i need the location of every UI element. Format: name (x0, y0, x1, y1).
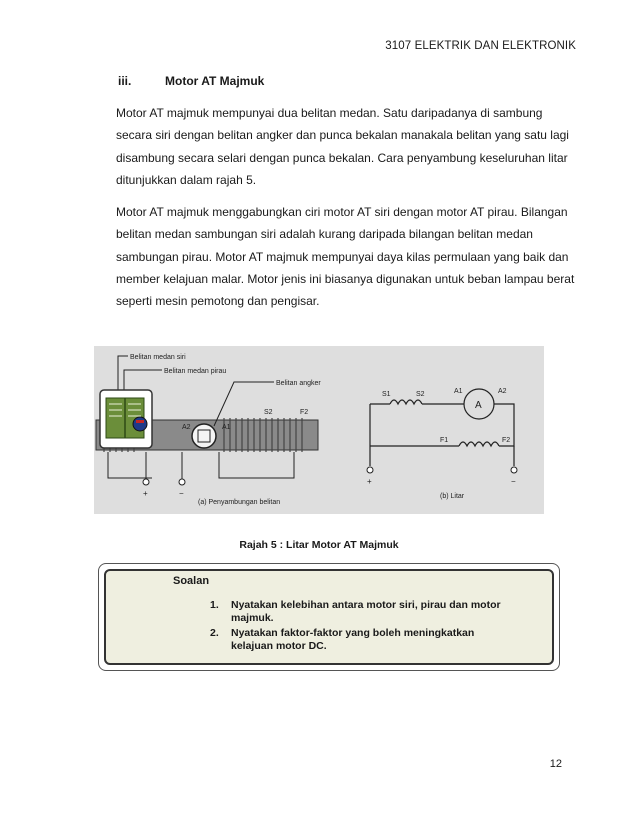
section-title-text: Motor AT Majmuk (165, 74, 265, 88)
section-number: iii. (118, 74, 132, 88)
question-item (210, 599, 510, 625)
paragraph-2: Motor AT majmuk menggabungkan ciri motor AT siri dengan motor AT pirau. Bilangan belitan medan sambungan siri adalah kurang daripada bilangan belitan medan sambungan pirau. Motor AT majmuk mempunyai daya kilas permulaan yang baik dan member kelajuan malar. Motor jenis ini biasanya digunakan untuk beban lampau berat seperti mesin pemotong dan pengisar. (116, 205, 575, 309)
compound-motor-figure (94, 346, 544, 514)
question-title: Soalan (173, 575, 210, 587)
label-s2: S2 (416, 391, 425, 398)
paragraph-1: Motor AT majmuk mempunyai dua belitan medan. Satu daripadanya di sambung secara siri dengan belitan angker dan punca bekalan manakala belitan yang satu lagi disambung secara selari dengan punca bekalan. Cara penyambung keseluruhan litar ditunjukkan dalam rajah 5. (116, 106, 569, 187)
armature-symbol (192, 424, 216, 448)
label-f1: F1 (440, 437, 449, 444)
compound-motor-diagram (94, 346, 544, 514)
question-text: Nyatakan kelebihan antara motor siri, pirau dan motor majmuk. (231, 599, 501, 624)
label-a1-left: A1 (222, 424, 231, 431)
label-a2: A2 (498, 388, 507, 395)
question-text: Nyatakan faktor-faktor yang boleh meningkatkan kelajuan motor DC. (231, 627, 475, 652)
label-series-field: Belitan medan siri (130, 354, 186, 361)
terminal-positive-b (367, 467, 373, 473)
label-motor-a: A (475, 400, 482, 411)
terminal-negative-b (511, 467, 517, 473)
label-s1: S1 (382, 391, 391, 398)
book-icon (100, 390, 152, 448)
circuit-wires (370, 389, 514, 466)
question-number: 2. (210, 627, 219, 639)
terminal-positive-a (143, 479, 149, 485)
question-number: 1. (210, 599, 219, 611)
section-heading (118, 74, 264, 88)
caption-b: (b) Litar (440, 493, 465, 500)
page-number: 12 (549, 758, 562, 770)
label-minus-b: − (511, 477, 516, 486)
label-f2: F2 (502, 437, 511, 444)
label-a1: A1 (454, 388, 463, 395)
label-armature: Belitan angker (276, 380, 321, 387)
label-minus-a: − (179, 489, 184, 498)
label-s2-left: S2 (264, 409, 273, 416)
label-plus-a: + (143, 489, 148, 498)
label-f2-left: F2 (300, 409, 309, 416)
page-header: 3107 ELEKTRIK DAN ELEKTRONIK (385, 40, 576, 52)
label-shunt-field: Belitan medan pirau (164, 368, 227, 375)
question-list (210, 599, 510, 655)
figure-caption: Rajah 5 : Litar Motor AT Majmuk (239, 539, 399, 551)
terminal-negative-a (179, 479, 185, 485)
question-item (210, 627, 510, 653)
label-a2-left: A2 (182, 424, 191, 431)
label-plus-b: + (367, 477, 372, 486)
caption-a: (a) Penyambungan belitan (198, 499, 281, 506)
